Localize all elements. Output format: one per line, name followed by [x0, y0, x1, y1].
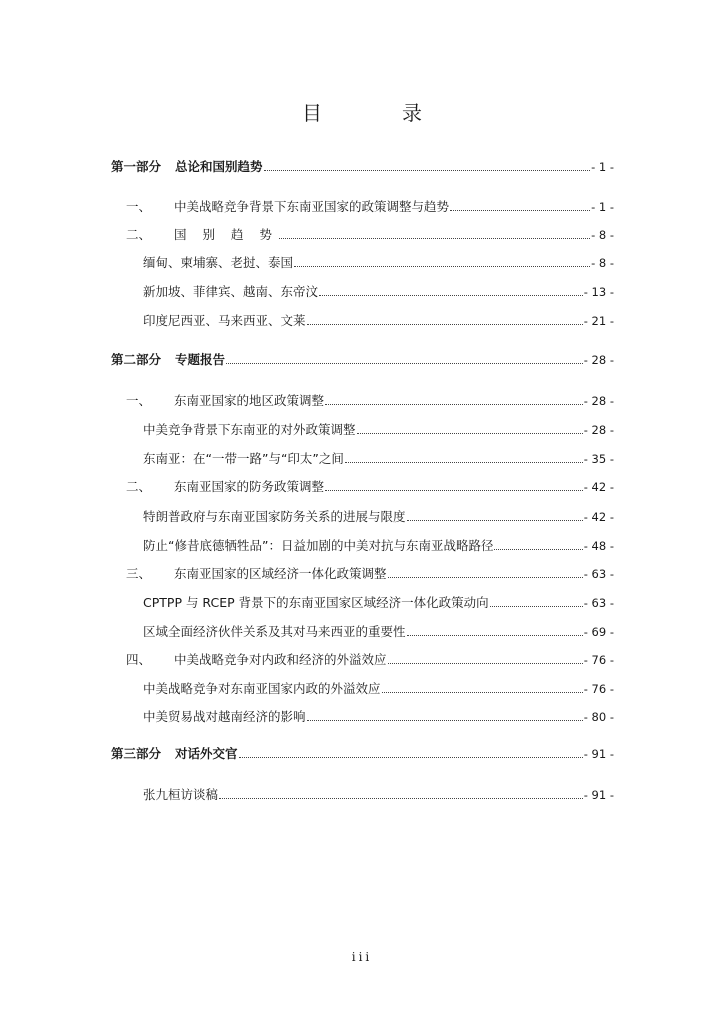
page-number: iii — [351, 950, 373, 964]
toc-entry-page: - 91 - — [583, 788, 614, 802]
toc-entry-number: 二、 — [126, 479, 152, 494]
toc-entry[interactable] — [126, 198, 614, 216]
toc-entry-number: 第三部分 — [111, 746, 162, 761]
toc-entry-page: - 1 - — [591, 160, 614, 174]
toc-entry-title: 对话外交官 — [175, 746, 238, 761]
toc-entry-page: - 28 - — [583, 423, 614, 437]
toc-entry-page: - 28 - — [583, 394, 614, 408]
toc-entry-title: 中美贸易战对越南经济的影响 — [143, 709, 306, 724]
toc-entry[interactable] — [143, 623, 614, 641]
toc-entry-number: 第一部分 — [111, 159, 162, 174]
page-title: 目 录 — [302, 101, 452, 125]
toc-entry-label — [143, 537, 493, 555]
toc-entry-number: 第二部分 — [111, 352, 162, 367]
toc-entry-page: - 48 - — [583, 539, 614, 553]
toc-entry[interactable] — [143, 708, 614, 726]
toc-entry-label — [111, 158, 263, 176]
toc-entry[interactable] — [126, 392, 614, 410]
toc-entry-label — [126, 226, 278, 244]
toc-entry-title: 张九桓访谈稿 — [143, 787, 219, 802]
dot-leader — [307, 323, 583, 325]
toc-entry-label — [126, 198, 449, 216]
toc-entry-page: - 8 - — [591, 228, 614, 242]
toc-entry-title: 中美竞争背景下东南亚的对外政策调整 — [143, 422, 356, 437]
toc-entry-label — [143, 283, 318, 301]
toc-entry[interactable] — [143, 450, 614, 468]
toc-entry-label — [126, 651, 387, 669]
toc-entry[interactable] — [111, 351, 614, 369]
toc-entry-title: 东南亚国家的区域经济一体化政策调整 — [174, 566, 387, 581]
toc-entry-label — [143, 786, 218, 804]
toc-entry[interactable] — [111, 745, 614, 763]
toc-entry-title: 中美战略竞争对内政和经济的外溢效应 — [174, 652, 387, 667]
toc-entry-page: - 35 - — [583, 452, 614, 466]
toc-entry-number: 一、 — [126, 199, 152, 214]
toc-entry-label — [143, 623, 406, 641]
toc-entry[interactable] — [143, 312, 614, 330]
dot-leader — [294, 265, 590, 267]
toc-entry[interactable] — [111, 158, 614, 176]
toc-entry-label — [126, 478, 324, 496]
toc-entry-label — [143, 594, 489, 612]
toc-entry[interactable] — [143, 680, 614, 698]
toc-entry-title: 总论和国别趋势 — [175, 159, 263, 174]
toc-entry-page: - 76 - — [583, 653, 614, 667]
toc-entry-title: CPTPP 与 RCEP 背景下的东南亚国家区域经济一体化政策动向 — [143, 595, 489, 610]
toc-entry-label — [143, 312, 306, 330]
dot-leader — [345, 461, 583, 463]
toc-entry-label — [126, 565, 387, 583]
toc-entry-title: 中美战略竞争背景下东南亚国家的政策调整与趋势 — [174, 199, 450, 214]
toc-entry-title: 缅甸、柬埔寨、老挝、泰国 — [143, 255, 294, 270]
dot-leader — [226, 362, 583, 364]
dot-leader — [239, 756, 583, 758]
toc-entry[interactable] — [143, 537, 614, 555]
dot-leader — [388, 576, 583, 578]
toc-entry-page: - 80 - — [583, 710, 614, 724]
toc-entry-title: 东南亚：在“一带一路”与“印太”之间 — [143, 451, 344, 466]
toc-entry-title: 专题报告 — [175, 352, 226, 367]
dot-leader — [407, 519, 583, 521]
toc-entry-page: - 69 - — [583, 625, 614, 639]
toc-entry[interactable] — [143, 421, 614, 439]
toc-entry-label — [143, 421, 356, 439]
toc-entry-label — [143, 708, 306, 726]
dot-leader — [219, 797, 583, 799]
toc-entry[interactable] — [143, 786, 614, 804]
dot-leader — [325, 403, 583, 405]
toc-entry-label — [143, 680, 381, 698]
dot-leader — [450, 209, 590, 211]
dot-leader — [325, 489, 583, 491]
toc-entry-label — [111, 745, 238, 763]
toc-entry-title: 新加坡、菲律宾、越南、东帝汶 — [143, 284, 319, 299]
toc-entry[interactable] — [143, 594, 614, 612]
dot-leader — [279, 237, 590, 239]
dot-leader — [357, 432, 583, 434]
toc-entry-page: - 42 - — [583, 510, 614, 524]
toc-entry[interactable] — [126, 565, 614, 583]
toc-entry-title: 特朗普政府与东南亚国家防务关系的进展与限度 — [143, 509, 406, 524]
toc-entry-label — [143, 450, 344, 468]
toc-entry-label — [143, 254, 293, 272]
toc-entry-label — [143, 508, 406, 526]
toc-entry-page: - 63 - — [583, 596, 614, 610]
toc-entry-title: 印度尼西亚、马来西亚、文莱 — [143, 313, 306, 328]
toc-entry-label — [111, 351, 225, 369]
dot-leader — [382, 691, 583, 693]
dot-leader — [407, 634, 583, 636]
toc-entry-number: 三、 — [126, 566, 152, 581]
toc-entry-page: - 76 - — [583, 682, 614, 696]
dot-leader — [307, 719, 583, 721]
toc-entry[interactable] — [143, 508, 614, 526]
toc-entry-title: 国 别 趋 势 — [174, 227, 278, 242]
toc-entry-number: 二、 — [126, 227, 152, 242]
toc-entry-title: 区域全面经济伙伴关系及其对马来西亚的重要性 — [143, 624, 406, 639]
dot-leader — [319, 294, 583, 296]
toc-entry-page: - 63 - — [583, 567, 614, 581]
toc-entry-page: - 28 - — [583, 353, 614, 367]
dot-leader — [494, 548, 582, 550]
toc-entry[interactable] — [143, 283, 614, 301]
toc-entry-page: - 13 - — [583, 285, 614, 299]
toc-entry[interactable] — [126, 478, 614, 496]
toc-entry-page: - 42 - — [583, 480, 614, 494]
toc-entry-title: 东南亚国家的地区政策调整 — [174, 393, 325, 408]
dot-leader — [490, 605, 583, 607]
toc-entry-number: 四、 — [126, 652, 152, 667]
toc-entry[interactable] — [126, 226, 614, 244]
toc-entry[interactable] — [143, 254, 614, 272]
toc-entry-page: - 8 - — [591, 256, 614, 270]
toc-entry-page: - 1 - — [591, 200, 614, 214]
dot-leader — [264, 169, 591, 171]
toc-entry-title: 防止“修昔底德牺牲品”：日益加剧的中美对抗与东南亚战略路径 — [143, 538, 494, 553]
toc-entry[interactable] — [126, 651, 614, 669]
toc-entry-label — [126, 392, 324, 410]
toc-entry-title: 东南亚国家的防务政策调整 — [174, 479, 325, 494]
toc-entry-page: - 91 - — [583, 747, 614, 761]
dot-leader — [388, 662, 583, 664]
toc-entry-title: 中美战略竞争对东南亚国家内政的外溢效应 — [143, 681, 381, 696]
toc-entry-number: 一、 — [126, 393, 152, 408]
toc-entry-page: - 21 - — [583, 314, 614, 328]
